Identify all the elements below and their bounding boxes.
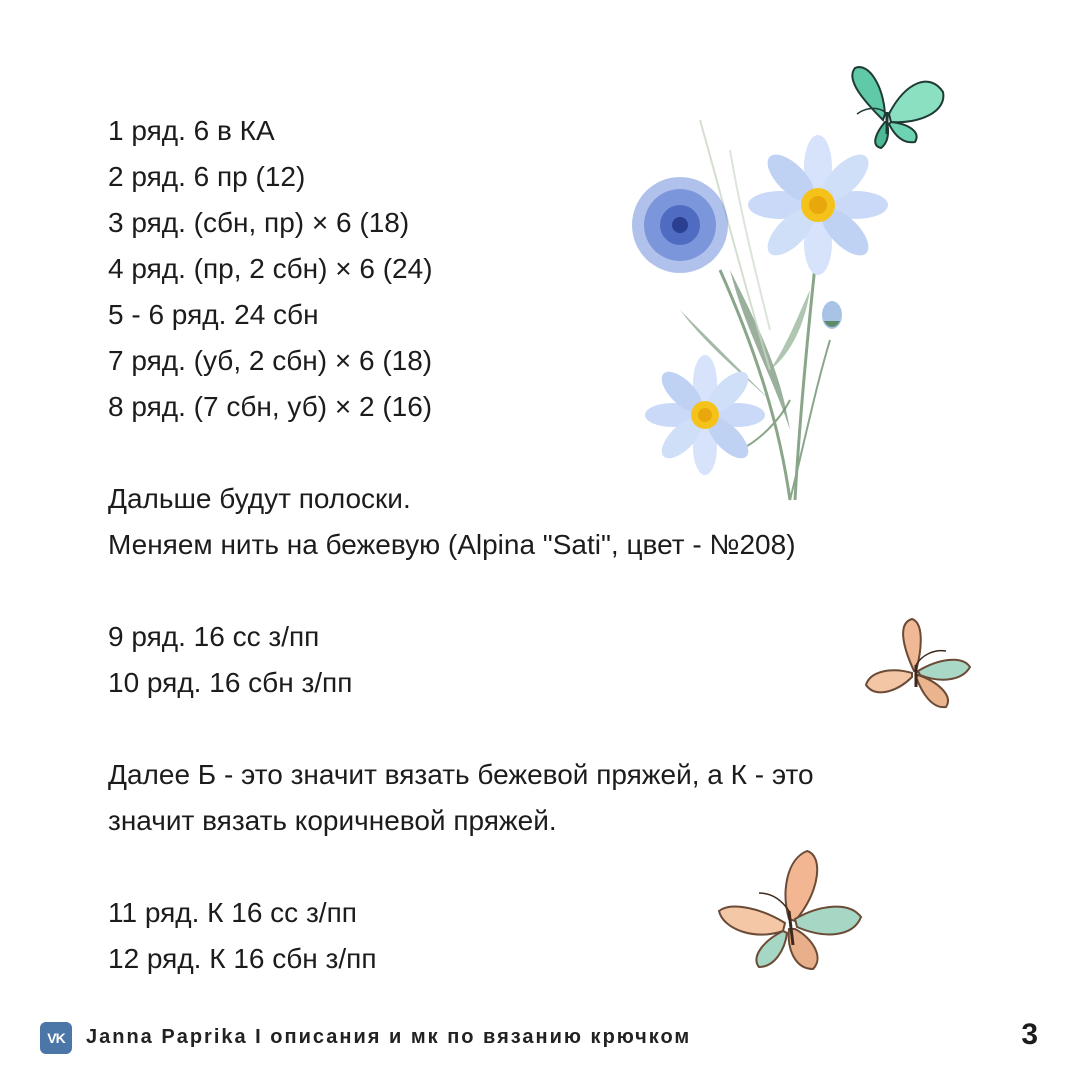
row-line: 4 ряд. (пр, 2 сбн) × 6 (24) — [108, 253, 433, 284]
row-line: 10 ряд. 16 сбн з/пп — [108, 667, 353, 698]
row-line: 3 ряд. (сбн, пр) × 6 (18) — [108, 207, 410, 238]
legend-line: значит вязать коричневой пряжей. — [108, 805, 557, 836]
page-number: 3 — [1021, 1018, 1038, 1051]
stripes-intro-line: Меняем нить на бежевую (Alpina "Sati", цвет - №208) — [108, 529, 796, 560]
footer — [40, 1018, 1040, 1058]
footer-text: Janna Paprika I описания и мк по вязанию крючком — [86, 1026, 692, 1048]
vk-logo-icon[interactable]: VK — [40, 1022, 72, 1054]
row-line: 1 ряд. 6 в КА — [108, 115, 275, 146]
stripes-intro-line: Дальше будут полоски. — [108, 483, 411, 514]
spacer — [108, 568, 968, 614]
row-line: 12 ряд. К 16 сбн з/пп — [108, 943, 377, 974]
orange-butterfly-illustration — [862, 615, 974, 713]
spacer — [108, 706, 968, 752]
row-line: 5 - 6 ряд. 24 сбн — [108, 299, 319, 330]
flower-bouquet-illustration — [620, 110, 920, 510]
green-butterfly-illustration — [835, 62, 950, 157]
row-line: 2 ряд. 6 пр (12) — [108, 161, 306, 192]
row-line: 9 ряд. 16 сс з/пп — [108, 621, 320, 652]
row-line: 11 ряд. К 16 сс з/пп — [108, 897, 357, 928]
legend-line: Далее Б - это значит вязать бежевой пряжей, а К - это — [108, 759, 814, 790]
row-line: 8 ряд. (7 сбн, уб) × 2 (16) — [108, 391, 433, 422]
row-line: 7 ряд. (уб, 2 сбн) × 6 (18) — [108, 345, 433, 376]
orange-butterfly-illustration — [715, 845, 865, 975]
